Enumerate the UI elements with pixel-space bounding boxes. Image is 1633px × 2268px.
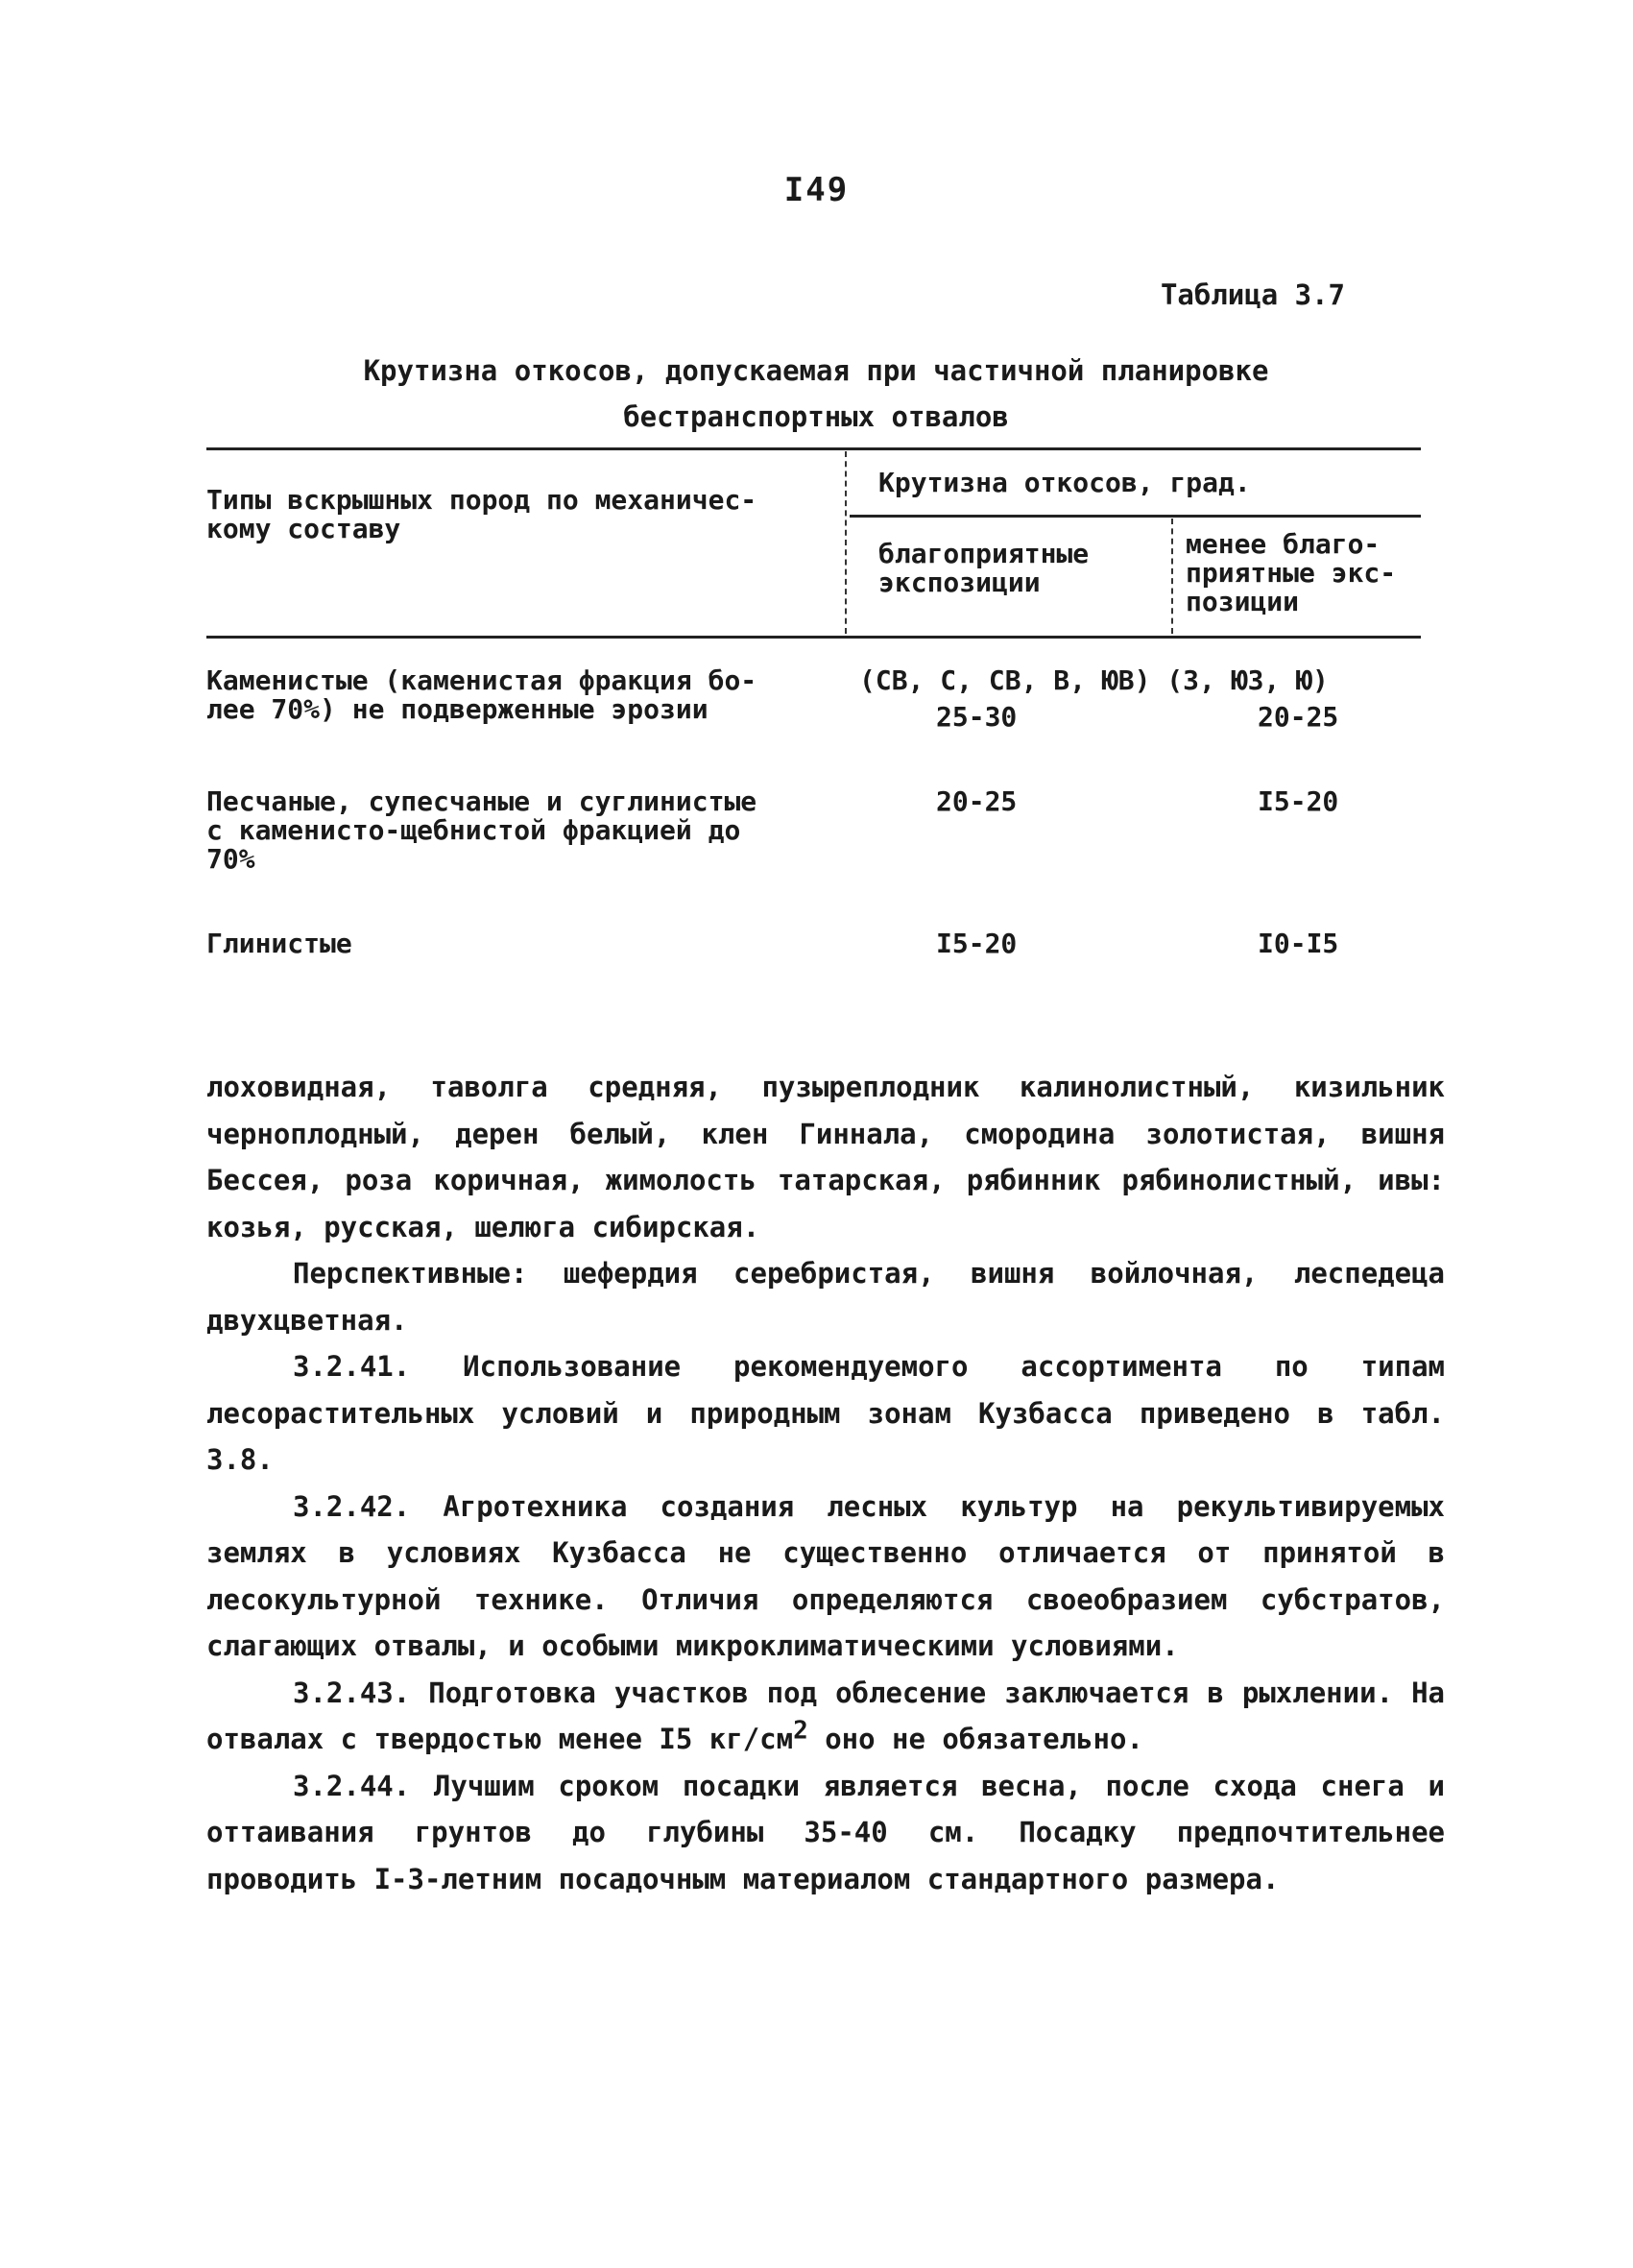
row-favorable: 20-25 <box>936 785 1018 817</box>
header-mid-rule <box>850 515 1421 518</box>
paragraph-3-2-44: 3.2.44. Лучшим сроком посадки является весна, после схода снега и оттаивания грунтов до глубины 35-40 см. Посадку предпочтительнее проводить I-3-летним посадочным материалом стандартного размера. <box>206 1769 1445 1895</box>
header-steepness: Крутизна откосов, град. <box>878 467 1251 498</box>
body-text <box>206 1064 1445 1902</box>
table-title-line2: бестранспортных отвалов <box>623 400 1009 433</box>
header-bottom-rule <box>206 636 1421 639</box>
header-col-separator <box>845 451 847 634</box>
row-type: Глинистые <box>206 928 352 959</box>
paragraph-3-2-43-text: 3.2.43. Подготовка участков под облесение заключается в рыхлении. На отвалах с твердостью менее I5 кг/см <box>206 1676 1445 1755</box>
header-less-favorable: менее благо- приятные экс- позиции <box>1186 528 1397 617</box>
paragraph-3-2-43-end: оно не обязательно. <box>807 1723 1143 1755</box>
row-favorable: I5-20 <box>936 928 1018 959</box>
row-type: Песчаные, супесчаные и суглинистые с каменисто-щебнистой фракцией до 70% <box>206 785 757 875</box>
row-exposures: (СВ, С, СВ, В, ЮВ) (З, ЮЗ, Ю) <box>859 664 1329 696</box>
header-favorable: благоприятные экспозиции <box>878 538 1090 598</box>
row-less-favorable: I5-20 <box>1258 785 1339 817</box>
table-top-rule <box>206 447 1421 450</box>
row-less-favorable: 20-25 <box>1258 701 1339 733</box>
paragraph-prospective: Перспективные: шефердия серебристая, вишня войлочная, леспедеца двухцветная. <box>206 1257 1445 1337</box>
superscript-2: 2 <box>793 1716 808 1746</box>
table-title-line1: Крутизна откосов, допускаемая при частичной планировке <box>363 354 1269 387</box>
row-type: Каменистые (каменистая фракция бо- лее 70%) не подверженные эрозии <box>206 664 757 725</box>
table-label: Таблица 3.7 <box>1160 278 1345 311</box>
paragraph-continuation: лоховидная, таволга средняя, пузыреплодник калинолистный, кизильник черноплодный, дерен белый, клен Гиннала, смородина золотистая, вишня Бессея, роза коричная, жимолость татарская, рябинник рябинолистный, ивы: козья, русская, шелюга сибирская. <box>206 1071 1445 1243</box>
paragraph-3-2-41: 3.2.41. Использование рекомендуемого ассортимента по типам лесорастительных условий и природным зонам Кузбасса приведено в табл. 3.8. <box>206 1350 1445 1476</box>
header-types: Типы вскрышных пород по механичес- кому составу <box>206 484 757 544</box>
row-less-favorable: I0-I5 <box>1258 928 1339 959</box>
paragraph-3-2-43 <box>206 1670 1445 1763</box>
row-favorable: 25-30 <box>936 701 1018 733</box>
paragraph-3-2-42: 3.2.42. Агротехника создания лесных культур на рекультивируемых землях в условиях Кузбасса не существенно отличается от принятой в лесокультурной технике. Отличия определяются своеобразием субстратов, слагающих отвалы, и особыми микроклиматическими условиями. <box>206 1489 1445 1662</box>
table-title <box>250 348 1382 440</box>
header-subcol-separator <box>1171 519 1173 634</box>
page-number: I49 <box>783 171 850 209</box>
